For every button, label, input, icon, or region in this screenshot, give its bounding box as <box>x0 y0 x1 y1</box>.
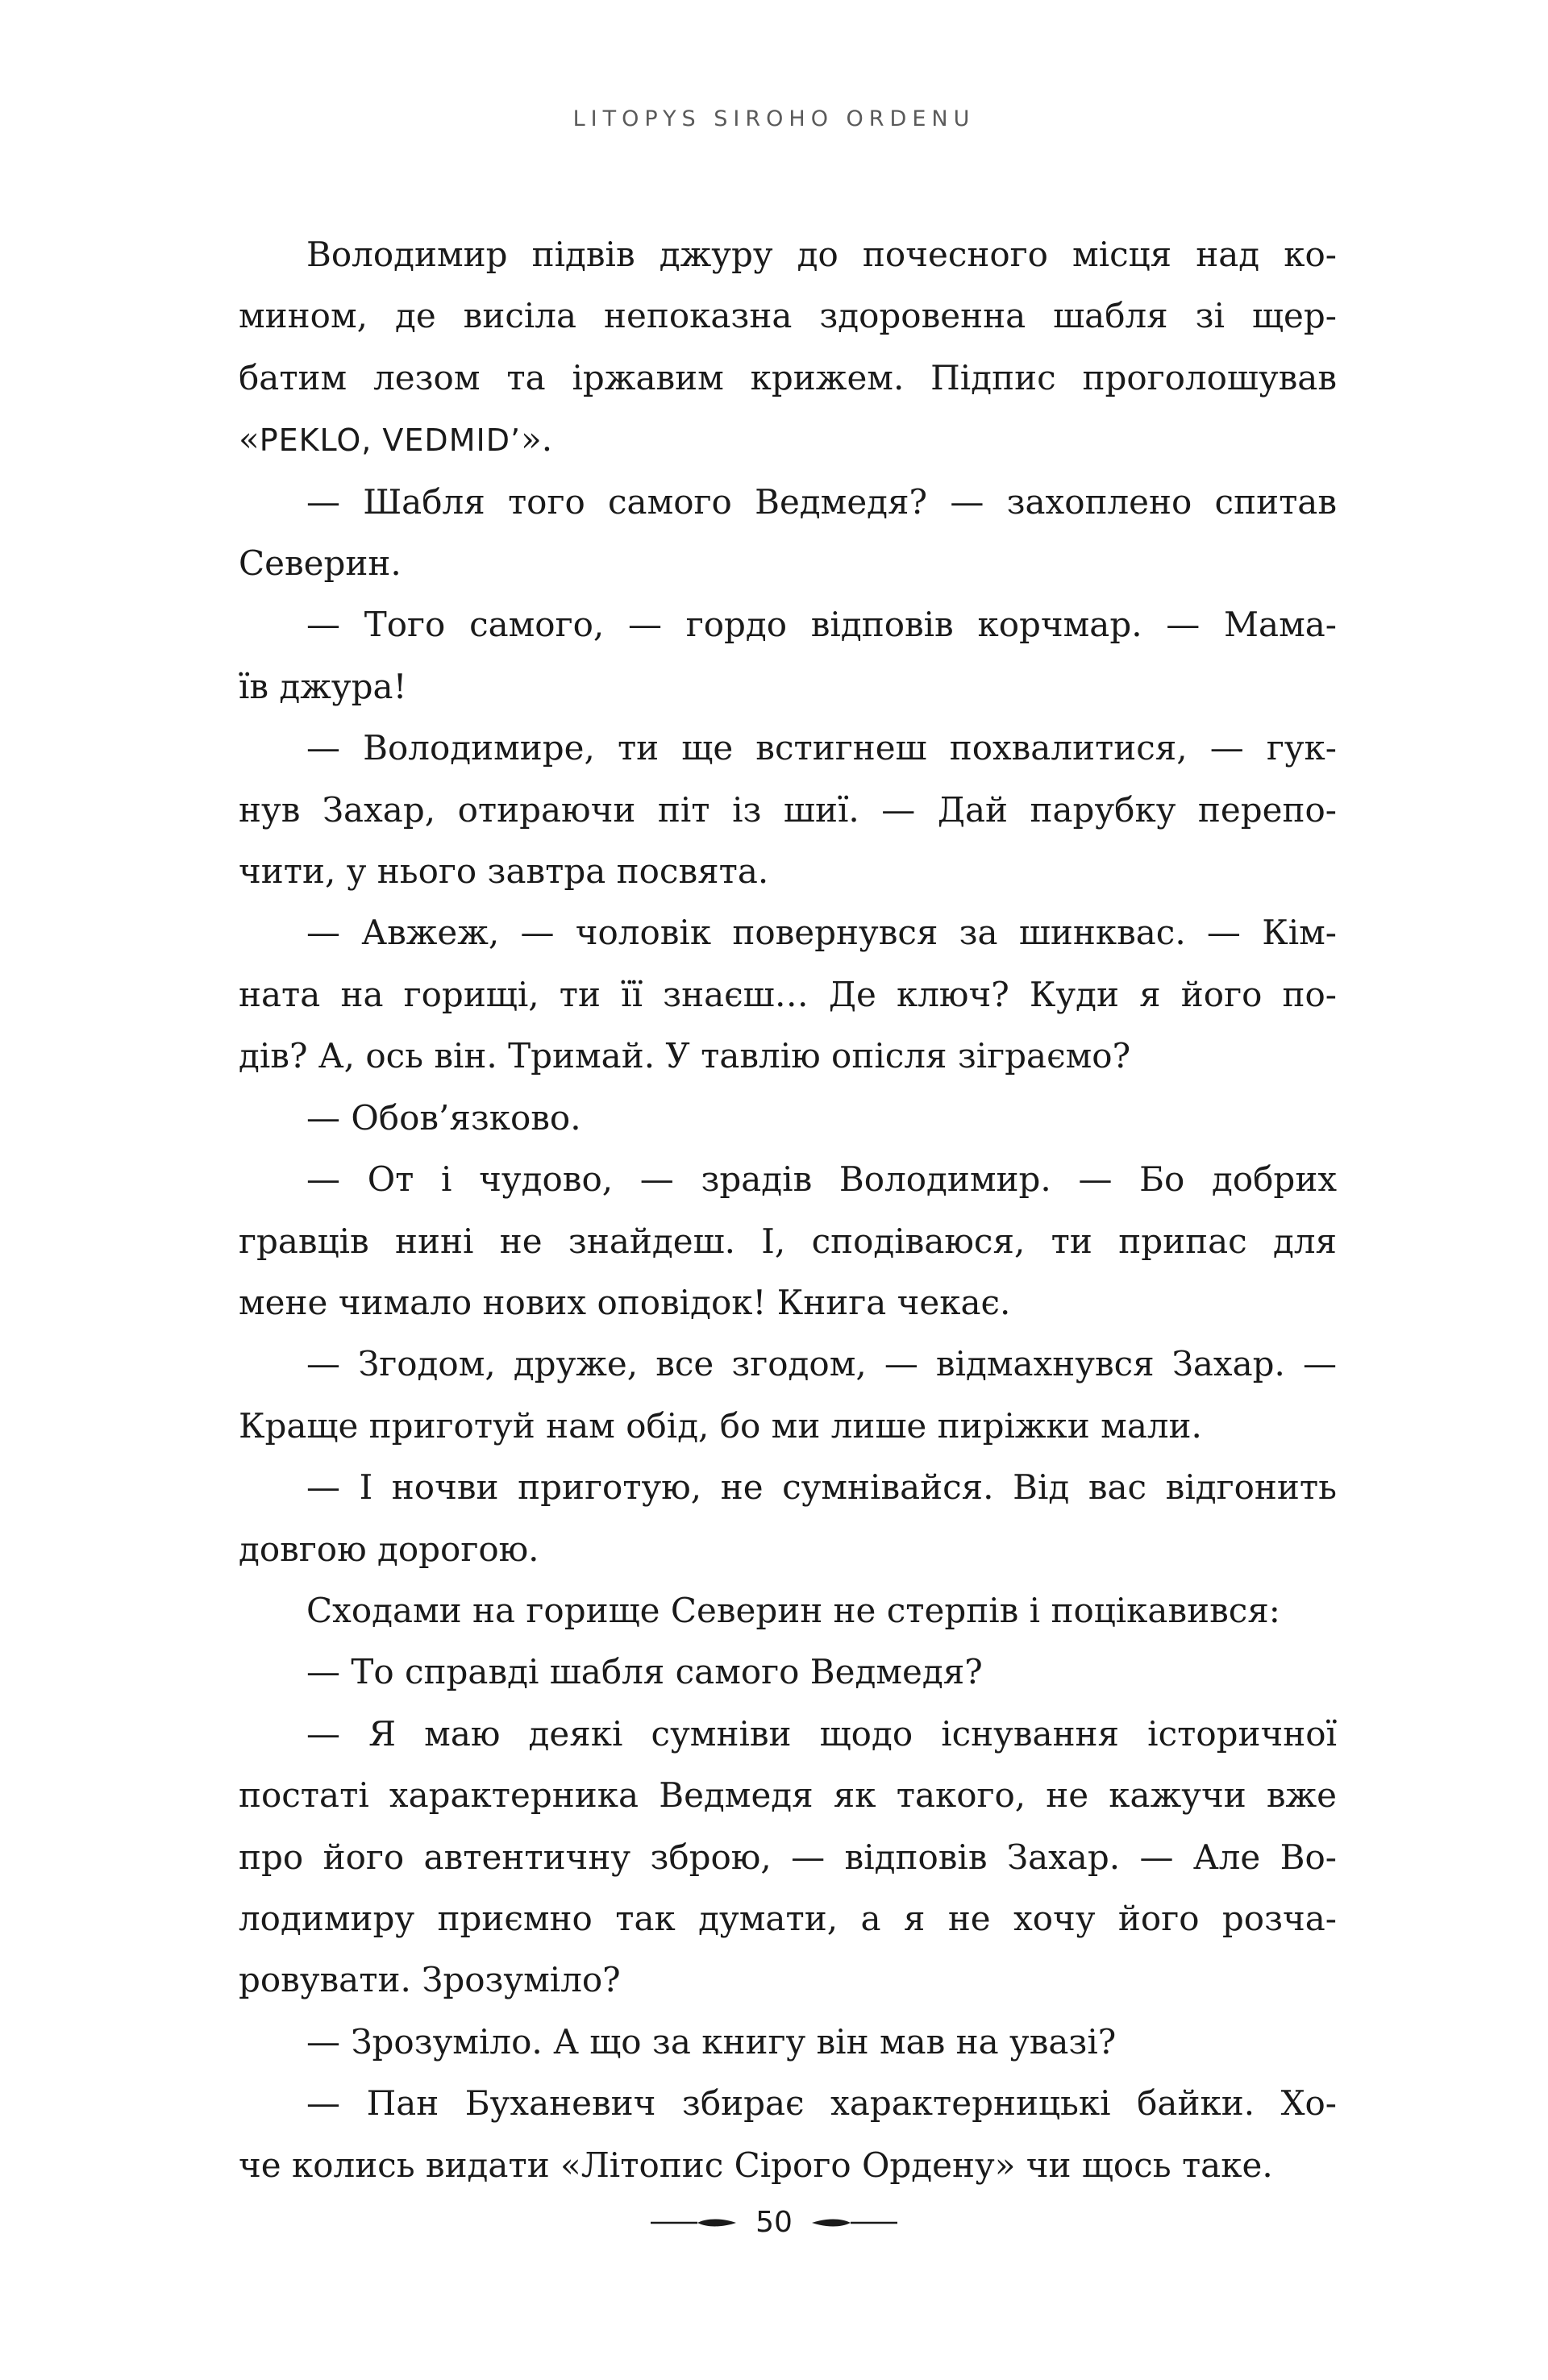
text-line: — Того самого, — гордо відповів корчмар. — Мама- <box>306 605 1337 645</box>
text-line: — То справді шабля самого Ведмедя? <box>306 1652 983 1692</box>
text-line: — Пан Буханевич збирає характерницькі байки. Хо- <box>306 2083 1337 2124</box>
text-line: Сходами на горище Северин не стерпів і поцікавився: <box>306 1590 1280 1630</box>
left-flourish-icon <box>649 2216 738 2229</box>
inscription-line <box>239 409 1337 471</box>
text-line: — Згодом, друже, все згодом, — відмахнувся Захар. — <box>306 1344 1337 1384</box>
text-line: довгою дорогою. <box>239 1529 539 1569</box>
text-line: — Авжеж, — чоловік повернувся за шинквас. — Кім- <box>306 913 1337 953</box>
text-line: дів? А, ось він. Тримай. У тавлію опісля зіграємо? <box>239 1036 1131 1076</box>
text-line: мином, де висіла непоказна здоровенна шабля зі щер- <box>239 296 1337 336</box>
body-text <box>239 224 1337 2196</box>
text-line: Северин. <box>239 543 402 584</box>
text-line: гравців нині не знайдеш. І, сподіваюся, ти припас для <box>239 1221 1337 1261</box>
quote-open: « <box>239 419 260 460</box>
text-line: — От і чудово, — зрадів Володимир. — Бо добрих <box>306 1159 1337 1200</box>
text-line: нув Захар, отираючи піт із шиї. — Дай парубку перепо- <box>239 789 1337 830</box>
text-line: — Володимире, ти ще встигнеш похвалитися, — гук- <box>306 728 1337 768</box>
quote-close: ». <box>521 419 553 460</box>
text-line: чити, у нього завтра посвята. <box>239 851 769 892</box>
sabre-inscription: PEKLO, VEDMID’ <box>259 422 522 459</box>
text-line: — І ночви приготую, не сумнівайся. Від вас відгонить <box>306 1467 1337 1508</box>
text-line: мене чимало нових оповідок! Книга чекає. <box>239 1282 1011 1322</box>
text-line: Краще приготуй нам обід, бо ми лише пиріжки мали. <box>239 1405 1202 1446</box>
page-footer <box>0 2206 1548 2239</box>
text-line: лодимиру приємно так думати, а я не хочу його розча- <box>239 1898 1337 1938</box>
running-head: LITOPYS SIROHO ORDENU <box>572 106 976 131</box>
text-line: че колись видати «Літопис Сірого Ордену» чи щось таке. <box>239 2145 1273 2185</box>
text-line: батим лезом та іржавим крижем. Підпис проголошував <box>239 357 1337 397</box>
text-line: постаті характерника Ведмедя як такого, не кажучи вже <box>239 1775 1337 1816</box>
text-line: — Зрозуміло. А що за книгу він мав на увазі? <box>306 2021 1117 2062</box>
text-line: — Шабля того самого Ведмедя? — захоплено спитав <box>306 481 1337 522</box>
text-line: — Я маю деякі сумніви щодо існування історичної <box>306 1713 1337 1754</box>
text-line: їв джура! <box>239 666 407 706</box>
text-line: ровувати. Зрозуміло? <box>239 1960 621 2000</box>
text-line: — Обов’язково. <box>306 1097 581 1138</box>
right-flourish-icon <box>810 2216 899 2229</box>
text-line: Володимир підвів джуру до почесного місця над ко- <box>306 235 1337 274</box>
text-line: про його автентичну зброю, — відповів Захар. — Але Во- <box>239 1837 1337 1877</box>
text-line: ната на горищі, ти її знаєш… Де ключ? Куди я його по- <box>239 974 1337 1014</box>
page-number: 50 <box>755 2206 793 2239</box>
